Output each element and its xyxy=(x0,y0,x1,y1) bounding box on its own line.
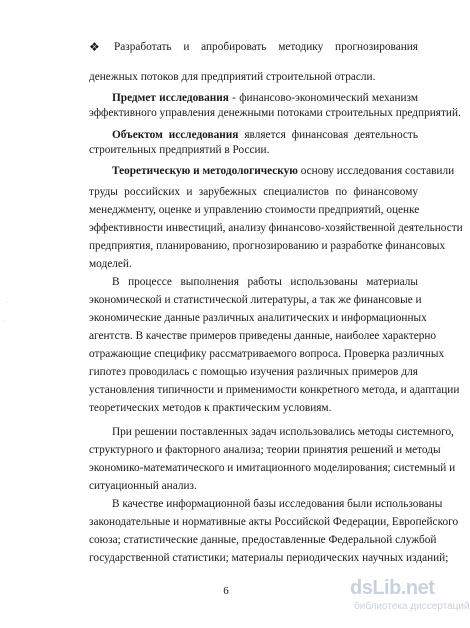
text-line xyxy=(89,515,459,529)
text-run: теоретических методов к практическим условиям. xyxy=(89,402,332,414)
text-run: предприятия, планированию, прогнозированию и разработке финансовых xyxy=(89,240,446,252)
text-run: Разработать и апробировать методику прогнозирования xyxy=(114,41,418,53)
text-run: законодательные и нормативные акты Российской Федерации, Европейского xyxy=(89,516,459,528)
text-run: экономические данные различных аналитических и информационных xyxy=(89,312,427,324)
watermark-logo: dsLib.net xyxy=(350,577,435,599)
text-run: экономико-математического и имитационного моделирования; системный и xyxy=(89,462,456,474)
text-line xyxy=(89,311,427,325)
text-run: - финансово-экономический механизм xyxy=(228,92,418,104)
text-line xyxy=(112,164,455,178)
text-line xyxy=(89,347,445,361)
text-run: В процессе выполнения работы использованы материалы xyxy=(112,276,418,288)
text-line xyxy=(114,40,418,54)
scan-artifact: · xyxy=(6,300,8,306)
text-run: структурного и факторного анализа; теории принятия решений и методы xyxy=(89,444,441,456)
text-run: строительных предприятий в России. xyxy=(89,144,270,156)
text-line xyxy=(89,293,422,307)
watermark-subtitle: библиотека диссертаций xyxy=(354,601,470,612)
text-line xyxy=(112,91,418,105)
text-run: денежных потоков для предприятий строительной отрасли. xyxy=(89,71,376,83)
text-line xyxy=(89,443,441,457)
text-line xyxy=(89,143,418,157)
text-run: союза; статистические данные, предоставленные Федеральной службой xyxy=(89,534,437,546)
text-run: В качестве информационной базы исследования были использованы xyxy=(112,498,443,510)
text-line xyxy=(89,533,437,547)
text-run: отражающие специфику рассматриваемого вопроса. Проверка различных xyxy=(89,348,445,360)
text-line xyxy=(89,221,463,235)
text-line xyxy=(89,106,461,120)
text-run: ситуационный анализ. xyxy=(89,480,197,492)
text-line xyxy=(89,401,418,415)
text-line xyxy=(89,461,456,475)
text-line xyxy=(89,239,446,253)
text-line xyxy=(89,185,418,199)
text-line xyxy=(89,479,418,493)
text-line xyxy=(89,383,460,397)
diamond-bullet-icon: ❖ xyxy=(89,40,100,54)
bold-term: Предмет исследования xyxy=(112,92,229,104)
text-run: гипотез проводилась с помощью изучения различных примеров для xyxy=(89,366,418,378)
text-line xyxy=(112,497,443,511)
text-line xyxy=(112,425,454,439)
text-line xyxy=(112,128,418,142)
text-line xyxy=(89,329,437,343)
bold-term: Теоретическую и методологическую xyxy=(112,165,298,177)
text-run: является финансовая деятельность xyxy=(238,129,418,141)
text-run: менеджменту, оценке и управлению стоимости предприятий, оценке xyxy=(89,204,420,216)
text-run: установления типичности и применимости конкретного метода, и адаптации xyxy=(89,384,460,396)
text-run: эффективности инвестиций, анализу финансово-хозяйственной деятельности xyxy=(89,222,463,234)
text-run: труды российских и зарубежных специалистов по финансовому xyxy=(89,186,418,198)
scan-artifact: · xyxy=(4,318,6,324)
text-line xyxy=(89,70,418,84)
text-line xyxy=(89,257,418,271)
text-run: эффективного управления денежными потоками строительных предприятий. xyxy=(89,107,461,119)
bold-term: Объектом исследования xyxy=(112,129,239,141)
page-number: 6 xyxy=(223,585,229,597)
text-run: государственной статистики; материалы периодических научных изданий; xyxy=(89,552,449,564)
text-run: экономической и статистической литературы, а так же финансовые и xyxy=(89,294,422,306)
text-run: основу исследования составили xyxy=(297,165,455,177)
text-line xyxy=(89,551,449,565)
text-run: моделей. xyxy=(89,258,132,270)
text-run: агентств. В качестве примеров приведены данные, наиболее характерно xyxy=(89,330,437,342)
watermark xyxy=(350,577,470,617)
text-line xyxy=(89,365,418,379)
text-line xyxy=(112,275,418,289)
text-line xyxy=(89,203,418,217)
text-run: При решении поставленных задач использовались методы системного, xyxy=(112,426,454,438)
